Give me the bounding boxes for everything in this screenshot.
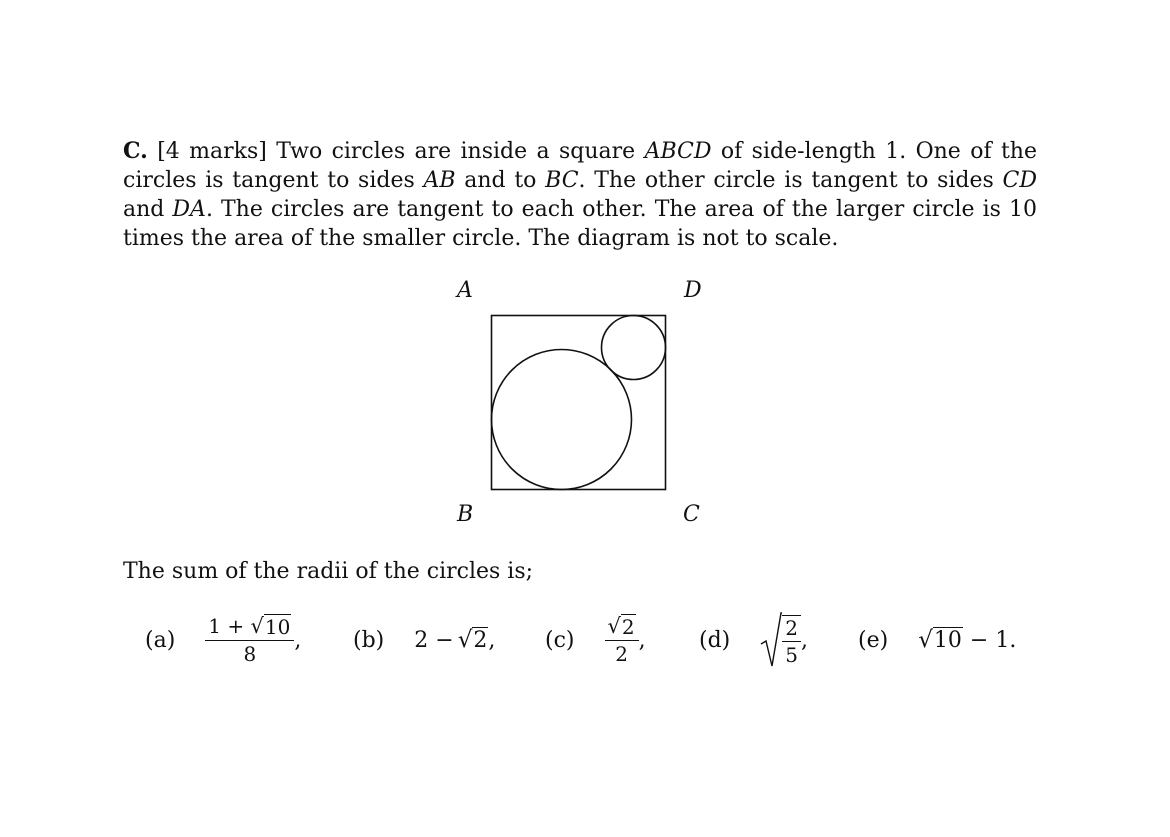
diagram-svg bbox=[440, 276, 720, 536]
problem-text-1: Two circles are inside a square bbox=[266, 139, 645, 164]
choice-e-sqrt: √ 10 bbox=[918, 627, 962, 653]
choice-c-sqrt: √ 2 bbox=[607, 614, 635, 639]
vertex-c-label: C bbox=[683, 502, 700, 527]
problem-text-4: . The other circle is tangent to sides bbox=[578, 168, 1003, 193]
choice-c[interactable] bbox=[545, 608, 646, 672]
problem-text-6: . The circles are tangent to each other. The area of the larger circle is 10 times the area of the smaller circle. The diagram is not to scale. bbox=[123, 197, 1037, 251]
choice-c-numerator bbox=[605, 614, 639, 641]
choice-b[interactable] bbox=[353, 608, 495, 672]
choice-a-sqrt: √ 10 bbox=[250, 614, 291, 639]
problem-text-2: of side-length 1. One of the circles is tangent to sides bbox=[123, 139, 1037, 193]
choice-a-fraction bbox=[205, 614, 294, 666]
choice-b-sqrt: √ 2 bbox=[457, 627, 488, 653]
math-side-bc: BC bbox=[545, 168, 579, 193]
choice-d-numerator: 2 bbox=[782, 616, 801, 642]
vertex-a-label: A bbox=[457, 278, 473, 303]
small-circle bbox=[602, 316, 666, 380]
choice-a-tail: , bbox=[294, 627, 302, 653]
choice-a-denominator: 8 bbox=[243, 642, 257, 666]
choice-e-tail: − 1. bbox=[962, 627, 1017, 653]
square-abcd bbox=[492, 316, 666, 490]
choice-d[interactable] bbox=[699, 608, 808, 672]
choice-e-label: (e) bbox=[858, 627, 889, 653]
problem-statement bbox=[123, 137, 1037, 253]
choice-a-numerator bbox=[205, 614, 294, 641]
vertex-d-label: D bbox=[684, 278, 702, 303]
choice-a-num-prefix: 1 + bbox=[208, 614, 245, 638]
choice-c-denominator: 2 bbox=[615, 642, 628, 666]
choice-b-sqrt-arg: 2 bbox=[473, 628, 488, 653]
choice-d-fraction bbox=[782, 615, 801, 667]
problem-text-5: and bbox=[123, 197, 173, 222]
choice-c-tail: , bbox=[638, 627, 646, 653]
math-square: ABCD bbox=[644, 139, 712, 164]
choice-a-sqrt-arg: 10 bbox=[264, 615, 291, 639]
choice-a[interactable] bbox=[145, 608, 301, 672]
choice-b-prefix: 2 − bbox=[414, 627, 454, 653]
choice-d-tail: , bbox=[800, 627, 808, 653]
answer-choices bbox=[145, 608, 1045, 672]
choice-d-sqrt bbox=[760, 610, 801, 670]
problem-text-3: and to bbox=[455, 168, 546, 193]
problem-marks: [4 marks] bbox=[157, 139, 267, 164]
question-text: The sum of the radii of the circles is; bbox=[123, 559, 534, 584]
choice-a-label: (a) bbox=[145, 627, 176, 653]
square-circles-diagram bbox=[440, 276, 720, 536]
math-side-cd: CD bbox=[1002, 168, 1037, 193]
choice-b-label: (b) bbox=[353, 627, 385, 653]
math-side-ab: AB bbox=[423, 168, 456, 193]
choice-e[interactable] bbox=[858, 608, 1016, 672]
choice-d-label: (d) bbox=[699, 627, 731, 653]
problem-label: C. bbox=[123, 138, 148, 164]
math-side-da: DA bbox=[172, 197, 206, 222]
choice-e-sqrt-arg: 10 bbox=[933, 628, 962, 653]
choice-b-tail: , bbox=[488, 627, 496, 653]
choice-c-fraction bbox=[605, 614, 639, 666]
choice-d-denominator: 5 bbox=[785, 643, 798, 667]
choice-c-sqrt-arg: 2 bbox=[621, 615, 635, 639]
choice-c-label: (c) bbox=[545, 627, 575, 653]
vertex-b-label: B bbox=[457, 502, 474, 527]
choice-d-radical-sign bbox=[760, 610, 782, 670]
